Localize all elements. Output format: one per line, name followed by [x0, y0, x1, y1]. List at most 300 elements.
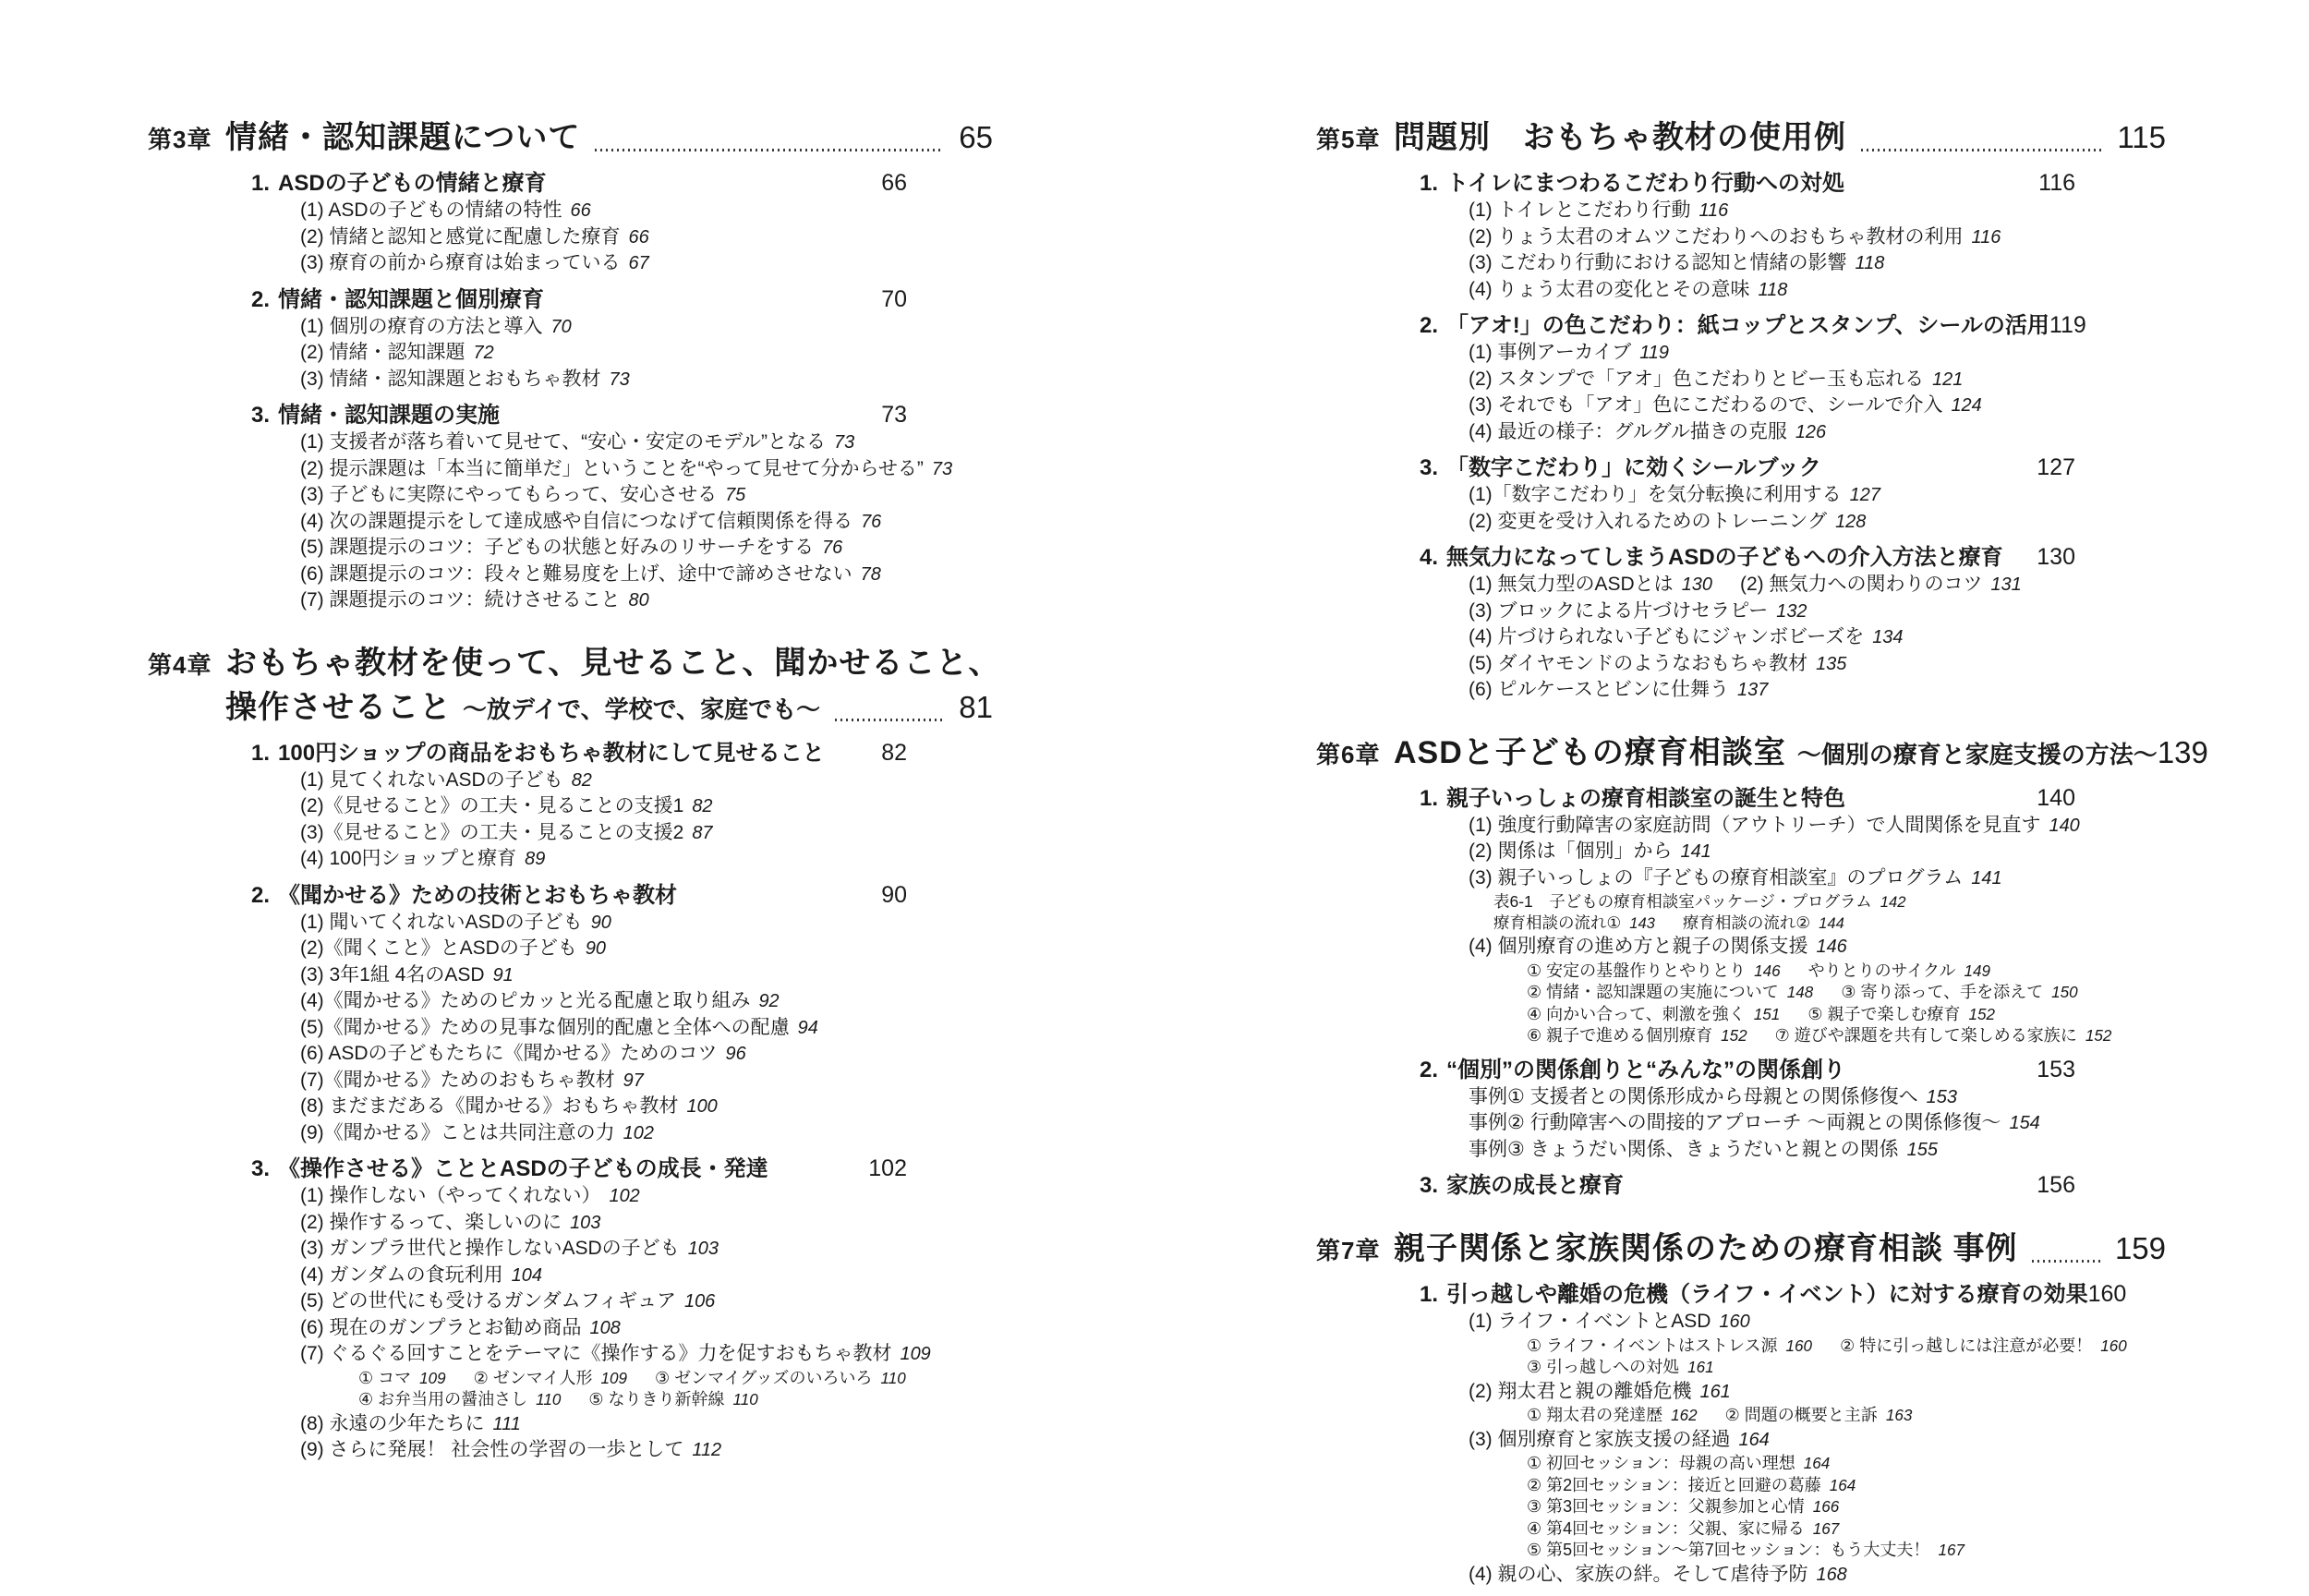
- section-title: 無気力になってしまうASDの子どもへの介入方法と療育: [1446, 545, 2003, 570]
- section-page-number: 156: [2037, 1172, 2075, 1198]
- toc-subitem-line: [1316, 982, 2166, 1004]
- section-page-number: 127: [2037, 454, 2075, 480]
- entry-text: (1) 操作しない（やってくれない）: [300, 1185, 601, 1206]
- toc-entry: [1469, 867, 2002, 889]
- entry-text: ② 特に引っ越しには注意が必要！: [1840, 1336, 2093, 1355]
- entry-text: (4) りょう太君の変化とその意味: [1469, 278, 1750, 300]
- entry-page-number: 160: [2100, 1336, 2127, 1355]
- section-page-number: 153: [2037, 1056, 2075, 1082]
- entry-text: (2)《聞くこと》とASDの子ども: [300, 937, 577, 959]
- toc-item-line: [148, 1068, 993, 1094]
- entry-text: ① ライフ・イベントはストレス源: [1527, 1336, 1778, 1355]
- entry-page-number: 80: [628, 590, 649, 611]
- toc-item-line: [148, 1341, 993, 1368]
- toc-entry: [1469, 342, 1669, 363]
- toc-entry: [300, 484, 745, 505]
- toc-item-line: [1316, 598, 2166, 625]
- entry-text: (5)《聞かせる》ための見事な個別的配慮と全体への配慮: [300, 1016, 790, 1038]
- toc-subitem-line: [1316, 1405, 2166, 1427]
- toc-entry: [300, 252, 649, 273]
- toc-entry: [1725, 1406, 1913, 1424]
- toc-entry: [1469, 574, 1712, 595]
- toc-entry: [1807, 1005, 1995, 1023]
- toc-item-line: [148, 1236, 993, 1263]
- toc-entry: [300, 937, 606, 959]
- entry-text: ① 初回セッション：母親の高い理想: [1527, 1454, 1795, 1472]
- chapter-header: [148, 642, 1001, 731]
- section-title: ASDの子どもの情緒と療育: [278, 171, 547, 196]
- toc-item-line: [1316, 250, 2166, 277]
- toc-section: [148, 881, 993, 1147]
- toc-item-line: [1316, 1562, 2166, 1589]
- entry-text: ⑥ 親子で進める個別療育: [1527, 1026, 1713, 1045]
- toc-entry: [300, 1413, 521, 1434]
- section-row: [1316, 169, 2075, 198]
- entry-text: (5) どの世代にも受けるガンダムフィギュア: [300, 1290, 676, 1312]
- entry-text: (4) 親の心、家族の絆。そして虐待予防: [1469, 1563, 1808, 1585]
- toc-subitem-line: [1316, 961, 2166, 983]
- toc-item-line: [1316, 1309, 2166, 1336]
- entry-page-number: 131: [1990, 574, 2022, 595]
- toc-section: [148, 285, 993, 393]
- entry-text: ① コマ: [358, 1368, 412, 1387]
- entry-page-number: 76: [861, 511, 882, 532]
- toc-section: [148, 401, 993, 614]
- section-title: 引っ越しや離婚の危機（ライフ・イベント）に対する療育の効果: [1446, 1282, 2088, 1307]
- chapter-title-row: [1316, 1227, 2166, 1272]
- toc-section: [1316, 311, 2166, 445]
- toc-entry: [300, 342, 494, 363]
- toc-item-line: [1316, 934, 2166, 961]
- toc-entry: [1527, 1519, 1839, 1538]
- toc-entry: [1527, 1541, 1964, 1559]
- toc-item-line: [148, 314, 993, 341]
- toc-subitem-line: [1316, 1025, 2166, 1047]
- toc-entry: [1469, 815, 2080, 836]
- section-page-number: 102: [868, 1155, 907, 1181]
- entry-text: 事例② 行動障害への間接的アプローチ ～両親との関係修復～: [1469, 1112, 2001, 1133]
- toc-item-line: [148, 1411, 993, 1438]
- toc-entry: [588, 1390, 757, 1409]
- entry-page-number: 102: [623, 1122, 654, 1143]
- entry-text: ③ 寄り添って、手を添えて: [1841, 983, 2044, 1001]
- section-number: 1.: [1420, 171, 1439, 196]
- entry-page-number: 87: [692, 822, 713, 843]
- entry-page-number: 140: [2049, 815, 2080, 836]
- entry-text: (1) 聞いてくれないASDの子ども: [300, 911, 583, 933]
- toc-item-line: [148, 768, 993, 794]
- toc-entry: [1469, 600, 1807, 622]
- chapter-page-number: 159: [2114, 1231, 2166, 1265]
- toc-section: [1316, 1280, 2166, 1588]
- chapter-number-label: 第3章: [148, 126, 212, 153]
- entry-page-number: 121: [1932, 369, 1964, 390]
- toc-entry: [1469, 1112, 2040, 1133]
- section-row: [1316, 453, 2075, 482]
- entry-text: (1) ASDの子どもの情緒の特性: [300, 200, 562, 221]
- section-number: 3.: [251, 403, 271, 428]
- toc-entry: [300, 226, 649, 248]
- entry-text: (3) 情緒・認知課題とおもちゃ教材: [300, 368, 601, 390]
- toc-subitem-line: [1316, 1336, 2166, 1358]
- entry-text: (1) 強度行動障害の家庭訪問（アウトリーチ）で人間関係を見直す: [1469, 814, 2041, 836]
- entry-text: (1) 見てくれないASDの子ども: [300, 768, 563, 791]
- chapter-page-number: 81: [959, 689, 993, 724]
- entry-page-number: 103: [570, 1212, 601, 1233]
- entry-text: (3) それでも「アオ」色にこだわるので、シールで介入: [1469, 394, 1943, 416]
- entry-text: (3) ブロックによる片づけセラピー: [1469, 599, 1769, 622]
- entry-page-number: 66: [628, 226, 649, 248]
- toc-entry: [1527, 1005, 1780, 1023]
- toc-entry: [300, 458, 952, 479]
- entry-text: (1) 支援者が落ち着いて見せて、“安心・安定のモデル”となる: [300, 431, 827, 453]
- entry-page-number: 150: [2051, 984, 2078, 1001]
- chapter: [148, 116, 993, 614]
- dotted-leader: [1861, 149, 2102, 151]
- entry-page-number: 94: [797, 1017, 818, 1038]
- toc-item-line: [1316, 340, 2166, 367]
- entry-text: (8) 永遠の少年たちに: [300, 1412, 485, 1434]
- entry-text: (2) 関係は「個別」から: [1469, 840, 1673, 862]
- toc-item-line: [148, 509, 993, 536]
- toc-entry: [1527, 961, 1781, 980]
- section-title: 100円ショップの商品をおもちゃ教材にして見せること: [278, 740, 825, 766]
- toc-entry: [1808, 961, 1990, 980]
- toc-entry: [1469, 1429, 1770, 1450]
- toc-entry: [1527, 983, 1813, 1001]
- toc-entry: [300, 795, 713, 816]
- dotted-leader: [595, 149, 944, 151]
- toc-item-line: [148, 587, 993, 614]
- chapter-title-row: [148, 116, 993, 161]
- section-page-number: 90: [881, 881, 907, 908]
- entry-page-number: 118: [1855, 253, 1885, 273]
- entry-text: 療育相談の流れ①: [1493, 913, 1622, 932]
- entry-page-number: 118: [1758, 279, 1788, 300]
- toc-item-line: [148, 562, 993, 588]
- entry-page-number: 154: [2009, 1113, 2040, 1133]
- toc-page-left: [148, 116, 1001, 1464]
- entry-page-number: 152: [2085, 1027, 2112, 1045]
- toc-item-line: [1316, 393, 2166, 419]
- entry-page-number: 152: [1968, 1005, 1995, 1023]
- toc-entry: [1527, 1454, 1830, 1472]
- entry-page-number: 167: [1938, 1542, 1964, 1559]
- section-number: 4.: [1420, 545, 1439, 570]
- toc-entry: [655, 1369, 906, 1387]
- toc-item-line: [1316, 572, 2166, 598]
- toc-item-line: [1316, 1084, 2166, 1111]
- entry-text: ② 情緒・認知課題の実施について: [1527, 983, 1779, 1001]
- chapter-title-row: [148, 686, 993, 731]
- toc-entry: [1469, 1139, 1938, 1160]
- section-row: [148, 169, 907, 198]
- toc-entry: [300, 1017, 818, 1038]
- chapter-subtitle: ～放デイで、学校で、家庭でも～: [463, 695, 821, 723]
- section-row: [148, 739, 907, 768]
- section-number: 1.: [1420, 1282, 1439, 1307]
- toc-item-line: [148, 910, 993, 937]
- entry-page-number: 164: [1738, 1429, 1770, 1450]
- toc-item-line: [1316, 277, 2166, 304]
- chapter: [1316, 1227, 2166, 1588]
- entry-text: ④ 第4回セッション：父親、家に帰る: [1527, 1518, 1805, 1538]
- toc-entry: [1740, 574, 2022, 595]
- toc-item-line: [148, 250, 993, 277]
- section-row: [148, 881, 907, 910]
- entry-page-number: 164: [1829, 1476, 1856, 1494]
- section-row: [1316, 311, 2086, 340]
- entry-page-number: 141: [1971, 867, 2002, 889]
- toc-item-line: [1316, 224, 2166, 251]
- toc-entry: [1469, 226, 2001, 248]
- toc-section: [148, 739, 993, 873]
- entry-text: (6) ASDの子どもたちに《聞かせる》ためのコツ: [300, 1043, 718, 1064]
- toc-section: [1316, 1056, 2166, 1164]
- entry-text: やりとりのサイクル: [1807, 961, 1956, 980]
- toc-entry: [300, 912, 611, 933]
- entry-text: (1)「数字こだわり」を気分転換に利用する: [1469, 484, 1842, 505]
- entry-text: (6) 課題提示のコツ：段々と難易度を上げ、途中で諦めさせない: [300, 562, 852, 585]
- entry-page-number: 103: [687, 1239, 719, 1259]
- entry-text: (3) 子どもに実際にやってもらって、安心させる: [300, 484, 718, 505]
- entry-text: (4) 個別療育の進め方と親子の関係支援: [1469, 936, 1808, 957]
- entry-page-number: 66: [570, 200, 591, 221]
- section-title: “個別”の関係創りと“みんな”の関係創り: [1446, 1057, 1846, 1082]
- section-number: 2.: [251, 882, 271, 908]
- entry-page-number: 73: [834, 432, 855, 453]
- toc-entry: [1841, 983, 2077, 1001]
- entry-page-number: 164: [1803, 1455, 1831, 1472]
- chapter-title: 問題別 おもちゃ教材の使用例: [1394, 120, 1846, 155]
- entry-page-number: 144: [1819, 914, 1844, 932]
- entry-page-number: 75: [725, 485, 746, 505]
- entry-page-number: 132: [1776, 600, 1807, 622]
- toc-entry: [1469, 679, 1768, 700]
- chapter-title: 親子関係と家族関係のための療育相談 事例: [1394, 1231, 2018, 1266]
- toc-item-line: [148, 793, 993, 820]
- entry-page-number: 70: [550, 316, 572, 337]
- toc-note-line: [1316, 913, 2166, 934]
- toc-item-line: [148, 820, 993, 847]
- section-title: 情緒・認知課題と個別療育: [278, 286, 545, 312]
- toc-subitem-line: [1316, 1540, 2166, 1562]
- entry-text: (1) ライフ・イベントとASD: [1469, 1311, 1711, 1332]
- toc-item-line: [1316, 651, 2166, 678]
- toc-entry: [1469, 369, 1963, 390]
- toc-subitem-line: [1316, 1475, 2166, 1497]
- toc-entry: [1469, 200, 1728, 221]
- entry-page-number: 90: [590, 912, 611, 933]
- entry-text: (4) 最近の様子：グルグル描きの克服: [1469, 420, 1787, 442]
- entry-page-number: 127: [1849, 485, 1880, 505]
- section-row: [1316, 1056, 2075, 1084]
- entry-text: (3)《見せること》の工夫・見ることの支援2: [300, 821, 684, 843]
- entry-page-number: 96: [725, 1044, 746, 1064]
- entry-text: ② ゼンマイ人形: [473, 1368, 593, 1387]
- toc-item-line: [148, 1183, 993, 1210]
- entry-text: (2) 提示課題は「本当に簡単だ」ということを“やって見せて分からせる”: [300, 457, 924, 479]
- entry-page-number: 109: [900, 1344, 931, 1364]
- toc-subitem-line: [1316, 1357, 2166, 1379]
- section-page-number: 70: [881, 285, 907, 312]
- toc-item-line: [148, 1094, 993, 1120]
- entry-page-number: 160: [1785, 1336, 1813, 1355]
- entry-page-number: 72: [473, 343, 494, 363]
- entry-page-number: 146: [1754, 961, 1781, 980]
- toc-entry: [1469, 1381, 1731, 1402]
- toc-entry: [300, 848, 545, 869]
- section-row: [1316, 1280, 2127, 1309]
- entry-text: ⑤ 親子で楽しむ療育: [1807, 1004, 1961, 1023]
- toc-item-line: [1316, 1379, 2166, 1406]
- entry-text: (1) 事例アーカイブ: [1469, 342, 1632, 363]
- toc-entry: [1840, 1336, 2127, 1355]
- entry-page-number: 82: [571, 769, 592, 791]
- toc-section: [1316, 1171, 2166, 1200]
- entry-text: (2) 無気力への関わりのコツ: [1739, 574, 1983, 595]
- entry-page-number: 166: [1812, 1498, 1840, 1516]
- section-number: 2.: [251, 286, 271, 312]
- section-title: 親子いっしょの療育相談室の誕生と特色: [1446, 785, 1846, 811]
- toc-entry: [1469, 1564, 1847, 1585]
- toc-entry: [300, 1212, 600, 1233]
- entry-text: (7)《聞かせる》ためのおもちゃ教材: [300, 1069, 615, 1091]
- entry-page-number: 90: [585, 938, 607, 959]
- entry-text: (1) 個別の療育の方法と導入: [300, 315, 543, 337]
- toc-item-line: [1316, 1427, 2166, 1454]
- chapter-page-number: 115: [2117, 120, 2166, 154]
- toc-item-line: [1316, 677, 2166, 704]
- toc-item-line: [1316, 419, 2166, 446]
- entry-page-number: 167: [1812, 1519, 1840, 1538]
- entry-page-number: 91: [492, 964, 514, 985]
- toc-item-line: [1316, 1110, 2166, 1137]
- toc-item-line: [1316, 482, 2166, 509]
- toc-entry: [300, 1185, 640, 1206]
- toc-item-line: [1316, 839, 2166, 865]
- chapter: [1316, 116, 2166, 704]
- entry-text: 事例③ きょうだい関係、きょうだいと親との関係: [1469, 1138, 1899, 1160]
- entry-page-number: 163: [1885, 1407, 1913, 1424]
- entry-text: (9)《聞かせる》ことは共同注意の力: [300, 1121, 615, 1143]
- toc-entry: [300, 369, 630, 390]
- chapter-header: [1316, 732, 2208, 776]
- toc-entry: [300, 1439, 721, 1460]
- entry-page-number: 135: [1816, 653, 1847, 674]
- toc-item-line: [148, 482, 993, 509]
- entry-page-number: 116: [1699, 200, 1729, 221]
- toc-entry: [1527, 1476, 1856, 1494]
- entry-page-number: 151: [1753, 1005, 1781, 1023]
- entry-page-number: 116: [1971, 226, 2001, 248]
- entry-text: ② 問題の概要と主訴: [1724, 1406, 1878, 1424]
- toc-section: [148, 169, 993, 277]
- entry-text: (1) 無気力型のASDとは: [1469, 574, 1674, 595]
- chapter-page-number: 139: [2157, 734, 2208, 769]
- entry-text: ⑤ 第5回セッション～第7回セッション：もう大丈夫！: [1527, 1541, 1930, 1559]
- entry-page-number: 168: [1816, 1564, 1847, 1585]
- toc-item-line: [148, 846, 993, 873]
- toc-entry: [300, 990, 780, 1011]
- toc-item-line: [1316, 509, 2166, 536]
- section-title: トイレにまつわるこだわり行動への対処: [1446, 171, 1844, 196]
- chapter-title: 情緒・認知課題について: [225, 120, 581, 155]
- entry-text: (7) ぐるぐる回すことをテーマに《操作する》力を促すおもちゃ教材: [300, 1343, 892, 1364]
- chapter-title-row: [148, 642, 1001, 686]
- entry-page-number: 126: [1795, 421, 1827, 442]
- entry-page-number: 153: [1926, 1086, 1957, 1107]
- toc-entry: [1527, 1497, 1839, 1516]
- entry-page-number: 142: [1880, 893, 1906, 911]
- chapter: [1316, 732, 2208, 1201]
- entry-page-number: 141: [1680, 841, 1711, 862]
- toc-entry: [358, 1369, 446, 1387]
- toc-entry: [1469, 484, 1880, 505]
- chapter-title: 操作させること: [225, 689, 452, 725]
- entry-page-number: 161: [1699, 1381, 1731, 1402]
- entry-text: ③ ゼンマイグッズのいろいろ: [654, 1368, 873, 1387]
- entry-text: (4) 100円ショップと療育: [300, 848, 517, 869]
- toc-entry: [300, 589, 649, 611]
- entry-page-number: 152: [1721, 1027, 1747, 1045]
- entry-page-number: 76: [822, 538, 843, 558]
- entry-text: ⑦ 遊びや課題を共有して楽しめる家族に: [1774, 1026, 2077, 1045]
- toc-item-line: [1316, 813, 2166, 840]
- section-number: 2.: [1420, 1057, 1439, 1082]
- section-number: 1.: [251, 740, 271, 766]
- entry-text: (6) ピルケースとビンに仕舞う: [1469, 679, 1730, 700]
- toc-entry: [1469, 936, 1847, 957]
- toc-entry: [1469, 653, 1846, 674]
- entry-page-number: 124: [1951, 395, 1982, 416]
- toc-entry: [300, 1343, 931, 1364]
- entry-page-number: 110: [732, 1391, 758, 1409]
- toc-entry: [300, 822, 713, 843]
- entry-page-number: 73: [609, 369, 630, 390]
- entry-text: (3) ガンプラ世代と操作しないASDの子ども: [300, 1238, 680, 1259]
- entry-page-number: 161: [1687, 1359, 1714, 1376]
- entry-text: ④ 向かい合って、刺激を強く: [1527, 1004, 1746, 1023]
- toc-item-line: [148, 1041, 993, 1068]
- toc-entry: [1469, 626, 1903, 647]
- entry-page-number: 119: [1639, 343, 1669, 363]
- entry-text: (4)《聞かせる》ためのピカッと光る配慮と取り組み: [300, 990, 751, 1011]
- entry-page-number: 73: [931, 458, 953, 479]
- toc-item-line: [148, 456, 993, 483]
- entry-text: (2) 変更を受け入れるためのトレーニング: [1469, 510, 1828, 532]
- section-number: 1.: [1420, 785, 1439, 811]
- entry-text: (4) ガンダムの食玩利用: [300, 1264, 503, 1286]
- entry-page-number: 104: [511, 1264, 542, 1286]
- section-row: [1316, 1171, 2075, 1200]
- chapter-number-label: 第6章: [1316, 740, 1381, 768]
- toc-entry: [1527, 1336, 1812, 1355]
- toc-entry: [1775, 1026, 2112, 1045]
- section-title: 《操作させる》こととASDの子どもの成長・発達: [278, 1156, 768, 1181]
- entry-text: (2) 操作するって、楽しいのに: [300, 1211, 562, 1233]
- section-number: 3.: [1420, 1173, 1439, 1198]
- chapter-number-label: 第4章: [148, 650, 212, 679]
- entry-page-number: 155: [1906, 1139, 1938, 1160]
- toc-entry: [1493, 892, 1906, 911]
- entry-page-number: 67: [628, 253, 649, 273]
- toc-entry: [358, 1390, 561, 1409]
- entry-page-number: 92: [758, 991, 780, 1011]
- section-page-number: 140: [2037, 784, 2075, 811]
- entry-page-number: 100: [686, 1096, 718, 1117]
- entry-page-number: 109: [419, 1369, 446, 1387]
